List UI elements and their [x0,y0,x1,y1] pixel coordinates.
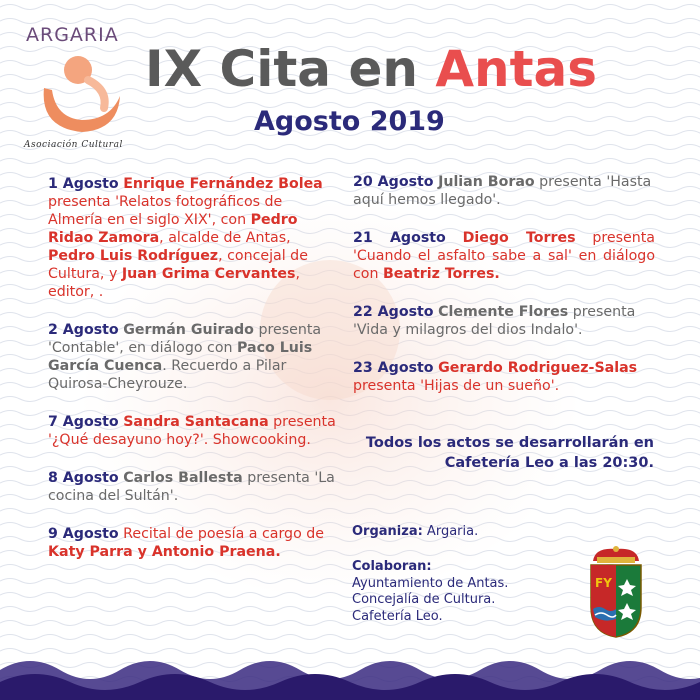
event-date: 8 Agosto [48,470,119,486]
event-item [48,525,338,561]
event-item [353,173,655,209]
event-item [353,359,655,395]
event-text: presenta 'Cuando el asfalto sabe a sal' en diálogo con [353,230,655,282]
logo-tagline: Asociación Cultural [24,140,123,150]
event-date: 22 Agosto [353,304,434,320]
events-right-column [353,173,655,415]
event-text: presenta '¿Qué desayuno hoy?'. Showcooking. [48,414,336,448]
event-guest: Juan Grima Cervantes [121,266,296,282]
logo-name: ARGARIA [26,24,119,46]
event-text: , concejal de Cultura, y [48,248,308,282]
closing-line-1: Todos los actos se desarrollarán en [365,435,654,451]
event-text: presenta 'Hasta aquí hemos llegado'. [353,174,652,208]
event-guest: Pedro Luis Rodríguez [48,248,219,264]
page-subtitle: Agosto 2019 [254,106,445,137]
event-item [48,321,338,393]
event-presenter: Katy Parra y Antonio Praena. [48,544,281,560]
event-text: . Recuerdo a Pilar Quirosa-Cheyrouze. [48,358,287,392]
event-date: 23 Agosto [353,360,434,376]
argaria-logo [18,18,148,158]
event-date: 9 Agosto [48,526,119,542]
title-main: IX Cita en [145,40,436,98]
event-item [48,413,338,449]
event-presenter: Gerardo Rodriguez-Salas [438,360,638,376]
event-item [353,303,655,339]
event-date: 2 Agosto [48,322,119,338]
svg-text:FY: FY [595,576,612,590]
coat-of-arms-icon [585,543,647,639]
closing-line-2: Cafetería Leo a las 20:30. [444,455,654,471]
event-date: 20 Agosto [353,174,434,190]
event-guest: Pedro Ridao Zamora [48,212,298,246]
events-left-column [48,175,338,581]
event-text: Recital de poesía a cargo de [118,526,324,542]
event-guest: Paco Luis García Cuenca [48,340,313,374]
event-presenter: Carlos Ballesta [123,470,243,486]
event-presenter: Julian Borao [438,174,535,190]
page-title [145,40,597,98]
title-accent: Antas [435,40,598,98]
collaborator-item: Cafetería Leo. [352,608,443,624]
event-date: 21 Agosto [353,230,446,246]
footer-waves [0,630,700,700]
collaborators-label: Colaboran: [352,559,432,574]
event-date: 7 Agosto [48,414,119,430]
event-text: presenta 'Vida y milagros del dios Indalo'. [353,304,636,338]
event-item [48,469,338,505]
organizer-value: Argaria. [422,524,479,539]
event-presenter: Sandra Santacana [123,414,269,430]
collaborator-item: Ayuntamiento de Antas. [352,575,509,591]
event-presenter: Clemente Flores [438,304,569,320]
event-text: , editor, . [48,266,300,300]
event-date: 1 Agosto [48,176,119,192]
collaborators [352,559,508,625]
event-presenter: Diego Torres [462,230,576,246]
collaborator-item: Concejalía de Cultura. [352,592,496,607]
organizer-label: Organiza: [352,524,423,539]
closing-note [352,433,654,473]
event-text: presenta 'Contable', en diálogo con [48,322,322,356]
event-presenter: Enrique Fernández Bolea [123,176,323,192]
event-text: , alcalde de Antas, [159,230,291,246]
organizer [352,524,478,539]
event-text: presenta 'La cocina del Sultán'. [48,470,335,504]
event-text: presenta 'Hijas de un sueño'. [353,378,560,394]
event-presenter: Germán Guirado [123,322,254,338]
event-guest: Beatriz Torres. [382,266,500,282]
event-item [48,175,338,301]
logo-figure-icon [30,50,130,138]
event-text: presenta 'Relatos fotográficos de Almería en el siglo XIX', con [48,194,283,228]
event-item [353,229,655,283]
